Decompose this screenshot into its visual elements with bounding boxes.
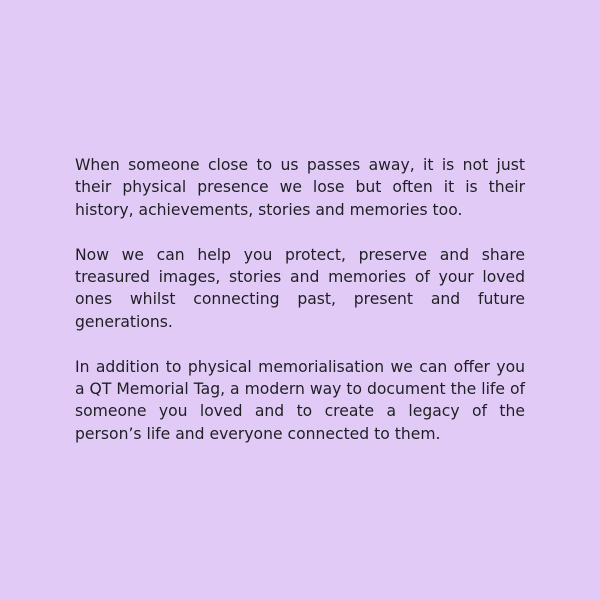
services-paragraph: Now we can help you protect, preserve and share treasured images, stories and memories of your loved ones whilst connecting past, present and future generations. xyxy=(75,245,525,331)
message-text-block xyxy=(75,154,525,445)
memorial-tag-paragraph: In addition to physical memorialisation we can offer you a QT Memorial Tag, a modern way to document the life of someone you loved and to create a legacy of the person’s life and everyone connected to them. xyxy=(75,357,525,443)
intro-paragraph: When someone close to us passes away, it is not just their physical presence we lose but often it is their history, achievements, stories and memories too. xyxy=(75,156,525,219)
